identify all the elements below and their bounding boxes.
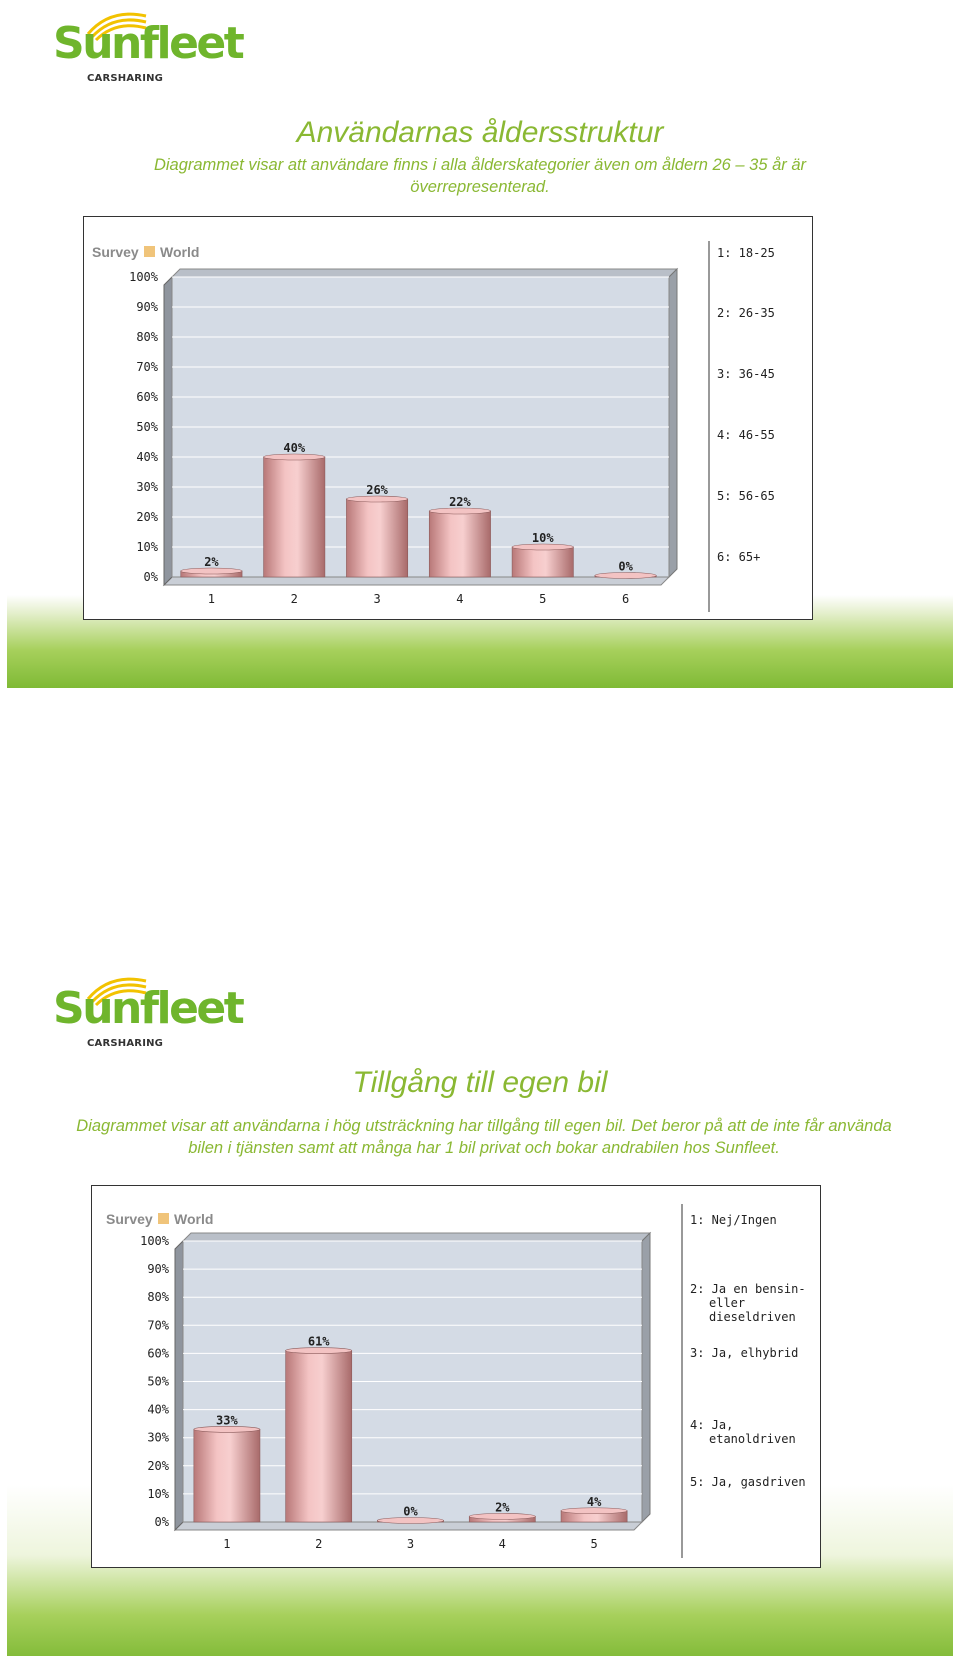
- age-chart-frame: [83, 216, 813, 620]
- y-tick-label: 30%: [136, 480, 158, 494]
- x-tick-label: 2: [315, 1537, 323, 1551]
- x-tick-label: 3: [373, 592, 381, 606]
- plot-floor: [164, 577, 669, 585]
- y-tick-label: 0%: [154, 1515, 169, 1529]
- brand-name: Sunfleet: [53, 18, 243, 69]
- survey-brand-right: World: [160, 244, 200, 260]
- bar-value-label: 61%: [307, 1334, 330, 1349]
- bar: [286, 1351, 352, 1522]
- legend-entry: 1: 18-25: [717, 246, 775, 260]
- y-tick-label: 60%: [136, 390, 158, 404]
- y-tick-label: 10%: [136, 540, 158, 554]
- x-tick-label: 4: [456, 592, 464, 606]
- legend-entry: 6: 65+: [717, 550, 761, 564]
- brand-sub: CARSHARING: [87, 1038, 164, 1049]
- slide-title: Tillgång till egen bil: [352, 1066, 608, 1099]
- x-tick-label: 4: [498, 1537, 506, 1551]
- x-tick-label: 5: [539, 592, 547, 606]
- bar-value-label: 10%: [531, 531, 554, 545]
- legend-entry: 1: Nej/Ingen: [690, 1213, 777, 1227]
- y-tick-label: 80%: [147, 1290, 169, 1305]
- brand-name: Sunfleet: [53, 983, 243, 1034]
- bar-value-label: 33%: [216, 1413, 238, 1428]
- legend-entry: 5: 56-65: [717, 489, 775, 503]
- plot-left-wall: [164, 277, 172, 585]
- legend-entry: 4: 46-55: [717, 428, 775, 442]
- bar-value-label: 0%: [403, 1504, 418, 1519]
- plot-right-wall: [642, 1233, 650, 1522]
- y-tick-label: 30%: [147, 1430, 169, 1445]
- bar-value-label: 2%: [495, 1500, 510, 1515]
- x-tick-label: 5: [590, 1537, 598, 1551]
- x-tick-label: 1: [207, 592, 216, 606]
- y-tick-label: 90%: [136, 300, 158, 314]
- bar: [194, 1429, 260, 1522]
- plot-right-wall: [669, 269, 677, 577]
- y-tick-label: 10%: [147, 1486, 169, 1501]
- bar: [512, 547, 573, 577]
- slide-car-access: [7, 965, 953, 1656]
- slide-title: Användarnas åldersstruktur: [296, 116, 664, 149]
- bar: [264, 457, 325, 577]
- legend-entry: 5: Ja, gasdriven: [690, 1475, 806, 1489]
- slide-age-structure: [7, 0, 953, 688]
- sunfleet-logo: [50, 4, 250, 86]
- y-tick-label: 50%: [147, 1374, 169, 1389]
- plot-left-wall: [175, 1241, 183, 1530]
- x-tick-label: 6: [621, 592, 630, 606]
- bar-value-label: 0%: [618, 559, 633, 574]
- plot-top-wall: [183, 1233, 650, 1241]
- bar-value-label: 4%: [586, 1494, 602, 1509]
- bar-value-label: 26%: [366, 483, 388, 497]
- y-tick-label: 70%: [136, 360, 158, 374]
- y-tick-label: 90%: [147, 1262, 169, 1277]
- survey-brand-icon: [158, 1213, 169, 1224]
- car-access-bar-chart: [92, 1186, 820, 1567]
- y-tick-label: 60%: [147, 1346, 169, 1361]
- bar: [346, 499, 407, 577]
- car-access-chart-frame: [91, 1185, 821, 1568]
- y-tick-label: 50%: [136, 420, 158, 434]
- legend-entry: eller: [709, 1296, 746, 1310]
- x-tick-label: 2: [290, 592, 298, 606]
- y-tick-label: 40%: [136, 450, 158, 464]
- legend-entry: 3: Ja, elhybrid: [690, 1346, 799, 1360]
- survey-brand-icon: [144, 246, 155, 257]
- plot-top-wall: [172, 269, 677, 277]
- bar-value-label: 2%: [204, 555, 219, 569]
- brand-sub: CARSHARING: [87, 73, 164, 84]
- survey-brand-right: World: [174, 1211, 214, 1227]
- y-tick-label: 20%: [147, 1458, 169, 1473]
- x-tick-label: 3: [406, 1537, 415, 1551]
- legend-entry: 2: Ja en bensin-: [690, 1282, 806, 1296]
- y-tick-label: 20%: [136, 510, 158, 524]
- legend-entry: 3: 36-45: [717, 367, 775, 381]
- y-tick-label: 100%: [129, 270, 158, 284]
- legend-entry: dieseldriven: [709, 1310, 796, 1324]
- sunfleet-logo: [50, 969, 250, 1051]
- bar-value-label: 22%: [449, 495, 471, 509]
- slide-description: Diagrammet visar att användarna i hög utsträckning har tillgång till egen bil. Det beror på att de inte får använda bilen i tjänsten samt att många har 1 bil privat och bokar andrabilen hos Sunfleet.: [76, 1117, 892, 1157]
- x-tick-label: 1: [223, 1537, 231, 1551]
- legend-entry: etanoldriven: [709, 1432, 796, 1446]
- bar: [429, 511, 490, 577]
- survey-brand-left: Survey: [106, 1211, 153, 1227]
- y-tick-label: 0%: [143, 570, 158, 584]
- survey-brand-left: Survey: [92, 244, 139, 260]
- y-tick-label: 40%: [147, 1402, 169, 1417]
- y-tick-label: 80%: [136, 330, 158, 344]
- y-tick-label: 100%: [140, 1234, 169, 1248]
- age-bar-chart: [84, 217, 812, 619]
- legend-entry: 2: 26-35: [717, 306, 775, 320]
- slide-description: Diagrammet visar att användare finns i alla ålderskategorier även om åldern 26 – 35 år är överrepresenterad.: [153, 156, 807, 196]
- bar-value-label: 40%: [283, 441, 306, 455]
- legend-entry: 4: Ja,: [690, 1418, 734, 1432]
- y-tick-label: 70%: [147, 1318, 169, 1333]
